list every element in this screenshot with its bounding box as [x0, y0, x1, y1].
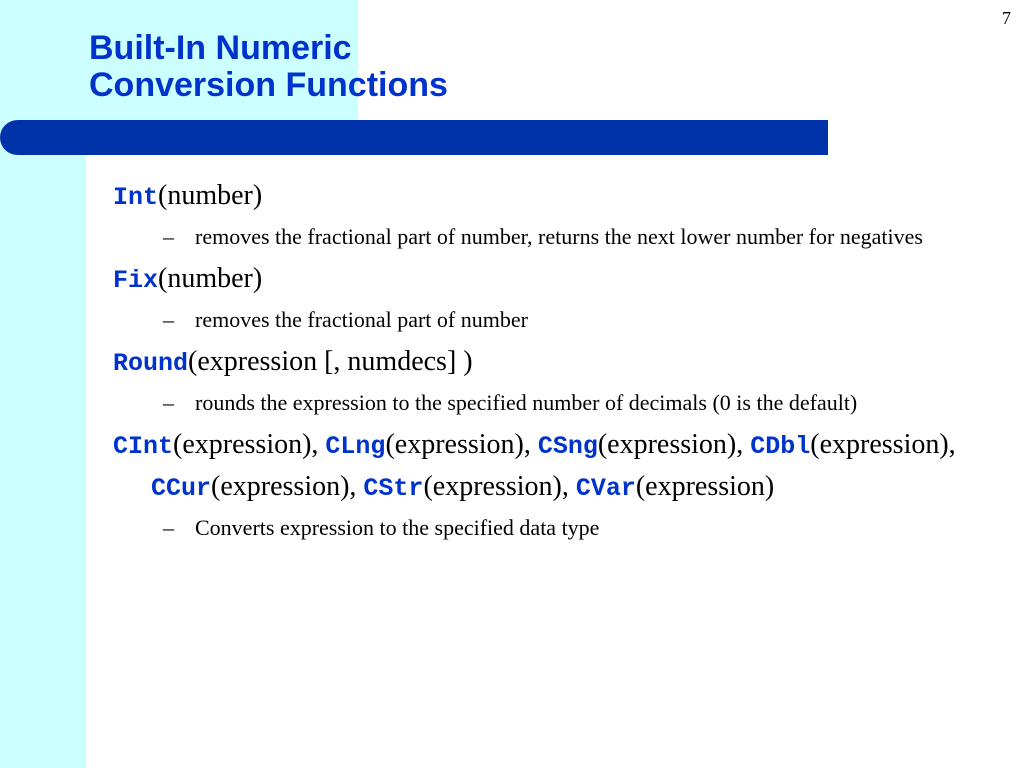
bullet-list: [113, 176, 993, 550]
dash-marker: –: [163, 515, 174, 540]
function-name: CInt: [113, 432, 174, 461]
bullet-round: [113, 342, 993, 384]
function-name: CCur: [151, 474, 212, 503]
sub-bullet-text: Converts expression to the specified data type: [195, 515, 600, 540]
function-name: CLng: [325, 432, 386, 461]
sub-bullet-text: rounds the expression to the specified number of decimals (0 is the default): [195, 390, 858, 415]
function-args: (expression),: [597, 429, 751, 460]
dash-marker: –: [163, 224, 174, 249]
function-name: CVar: [575, 474, 636, 503]
function-args: (expression),: [385, 429, 538, 460]
dash-marker: –: [163, 307, 174, 332]
function-args: (number): [158, 180, 263, 211]
function-args: (expression),: [810, 429, 956, 460]
function-name: CDbl: [750, 432, 811, 461]
function-args: (expression),: [423, 471, 576, 502]
bullet-int: [113, 176, 993, 218]
function-name: Round: [113, 349, 189, 378]
sub-bullet-conversions: [163, 512, 993, 544]
bullet-fix: [113, 259, 993, 301]
slide-title-line2: Conversion Functions: [89, 66, 448, 104]
function-name: CSng: [537, 432, 598, 461]
dash-marker: –: [163, 390, 174, 415]
slide-title-line1: Built-In Numeric: [89, 29, 352, 67]
function-args: (expression [, numdecs] ): [188, 346, 473, 377]
page-number: 7: [1002, 8, 1011, 28]
function-name: CStr: [363, 474, 424, 503]
title-underline-bar: [0, 120, 828, 155]
function-name: Fix: [113, 266, 159, 295]
function-args: (expression),: [173, 429, 326, 460]
sub-bullet-text: removes the fractional part of number: [195, 307, 528, 332]
sub-bullet-int: [163, 221, 993, 253]
bullet-conversions: [113, 425, 993, 509]
sub-bullet-text: removes the fractional part of number, returns the next lower number for negatives: [195, 224, 923, 249]
function-name: Int: [113, 183, 159, 212]
sub-bullet-round: [163, 387, 993, 419]
sub-bullet-fix: [163, 304, 993, 336]
function-args: (expression),: [211, 471, 364, 502]
function-args: (expression): [635, 471, 775, 502]
function-args: (number): [158, 263, 263, 294]
slide-title: [89, 30, 448, 104]
